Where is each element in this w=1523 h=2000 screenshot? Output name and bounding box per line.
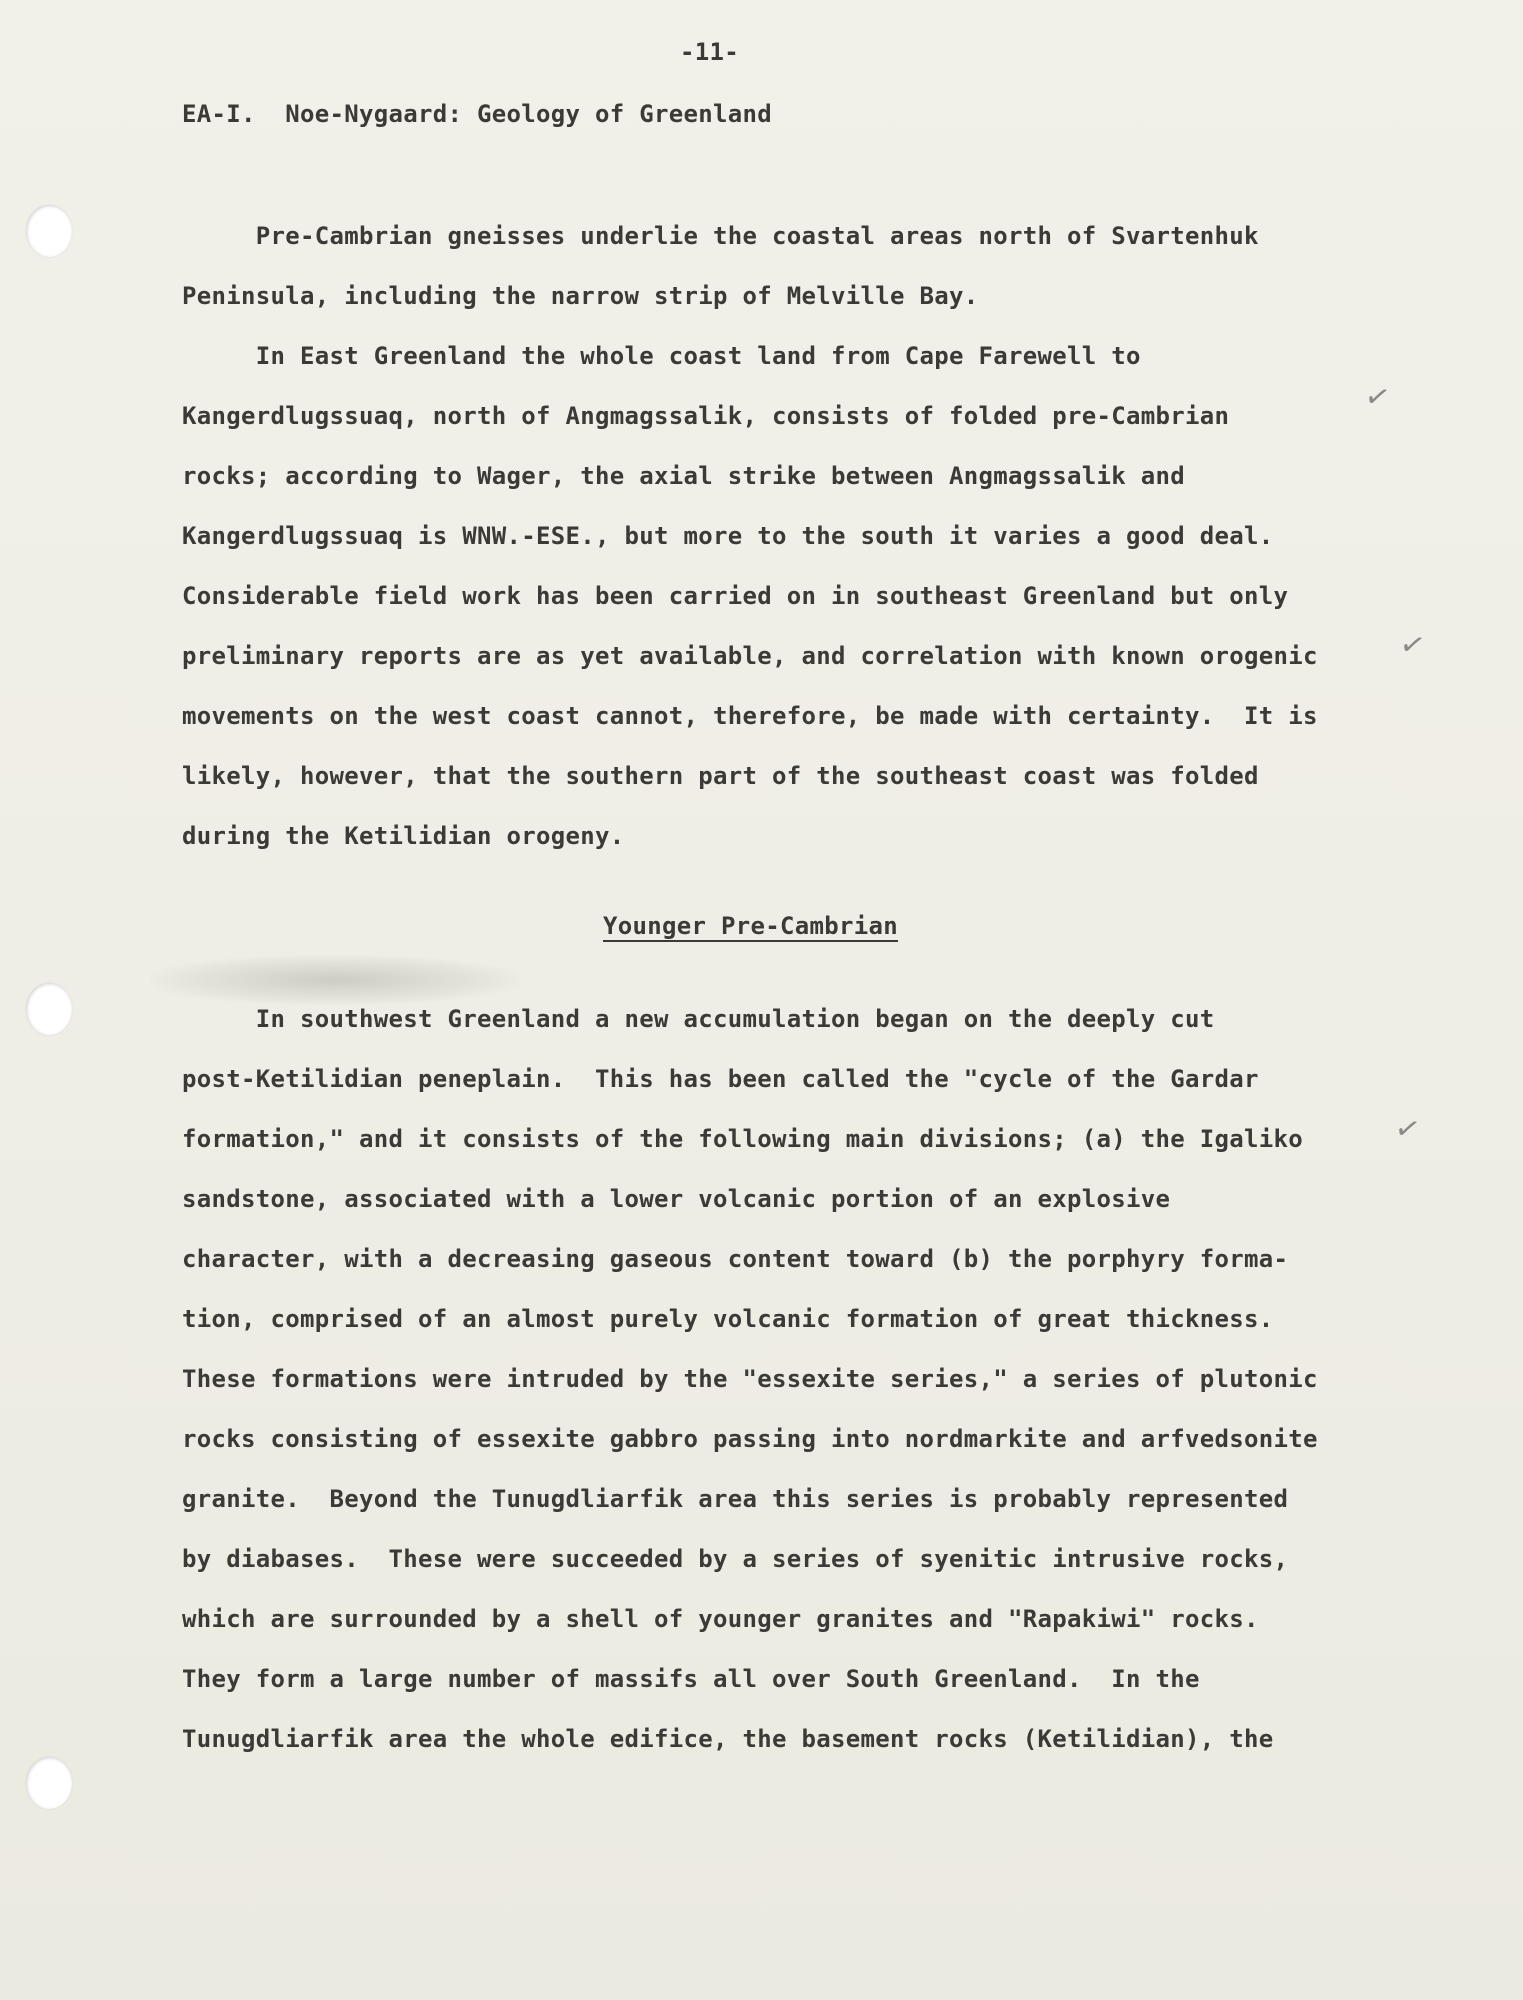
- paragraph-1-line: Peninsula, including the narrow strip of Melville Bay.: [182, 282, 979, 310]
- paragraph-2-line: Considerable field work has been carried on in southeast Greenland but only: [182, 582, 1289, 610]
- punch-hole-top: [26, 205, 72, 257]
- punch-hole-bottom: [26, 1757, 72, 1809]
- paragraph-3-line: sandstone, associated with a lower volcanic portion of an explosive: [182, 1185, 1171, 1213]
- paragraph-3-line: character, with a decreasing gaseous content toward (b) the porphyry forma-: [182, 1245, 1289, 1273]
- paragraph-2-line: preliminary reports are as yet available, and correlation with known orogenic: [182, 642, 1318, 670]
- paragraph-3-line: by diabases. These were succeeded by a series of syenitic intrusive rocks,: [182, 1545, 1289, 1573]
- paragraph-3-line: In southwest Greenland a new accumulation began on the deeply cut: [182, 1005, 1215, 1033]
- section-heading: Younger Pre-Cambrian: [603, 912, 898, 940]
- pencil-check-mark-icon: ✓: [1396, 625, 1429, 666]
- pencil-check-mark-icon: ✓: [1361, 377, 1394, 418]
- paragraph-2-line: In East Greenland the whole coast land from Cape Farewell to: [182, 342, 1141, 370]
- paragraph-3-line: which are surrounded by a shell of younger granites and "Rapakiwi" rocks.: [182, 1605, 1259, 1633]
- punch-hole-middle: [26, 983, 72, 1035]
- document-header: EA-I. Noe-Nygaard: Geology of Greenland: [182, 100, 772, 128]
- paragraph-2-line: Kangerdlugssuaq, north of Angmagssalik, consists of folded pre-Cambrian: [182, 402, 1230, 430]
- paragraph-2-line: Kangerdlugssuaq is WNW.-ESE., but more to the south it varies a good deal.: [182, 522, 1274, 550]
- pencil-check-mark-icon: ✓: [1391, 1109, 1424, 1150]
- paragraph-3-line: post-Ketilidian peneplain. This has been called the "cycle of the Gardar: [182, 1065, 1259, 1093]
- paragraph-2-line: during the Ketilidian orogeny.: [182, 822, 625, 850]
- paragraph-3-line: These formations were intruded by the "essexite series," a series of plutonic: [182, 1365, 1318, 1393]
- paragraph-2-line: movements on the west coast cannot, therefore, be made with certainty. It is: [182, 702, 1318, 730]
- paragraph-3-line: tion, comprised of an almost purely volcanic formation of great thickness.: [182, 1305, 1274, 1333]
- pencil-smudge: [150, 955, 520, 1005]
- paragraph-3-line: Tunugdliarfik area the whole edifice, the basement rocks (Ketilidian), the: [182, 1725, 1274, 1753]
- paragraph-3-line: formation," and it consists of the following main divisions; (a) the Igaliko: [182, 1125, 1303, 1153]
- paragraph-1-line: Pre-Cambrian gneisses underlie the coastal areas north of Svartenhuk: [182, 222, 1259, 250]
- paragraph-3-line: rocks consisting of essexite gabbro passing into nordmarkite and arfvedsonite: [182, 1425, 1318, 1453]
- page-number: -11-: [680, 38, 739, 66]
- paragraph-2-line: likely, however, that the southern part of the southeast coast was folded: [182, 762, 1259, 790]
- paragraph-3-line: They form a large number of massifs all over South Greenland. In the: [182, 1665, 1200, 1693]
- paragraph-2-line: rocks; according to Wager, the axial strike between Angmagssalik and: [182, 462, 1185, 490]
- paragraph-3-line: granite. Beyond the Tunugdliarfik area this series is probably represented: [182, 1485, 1289, 1513]
